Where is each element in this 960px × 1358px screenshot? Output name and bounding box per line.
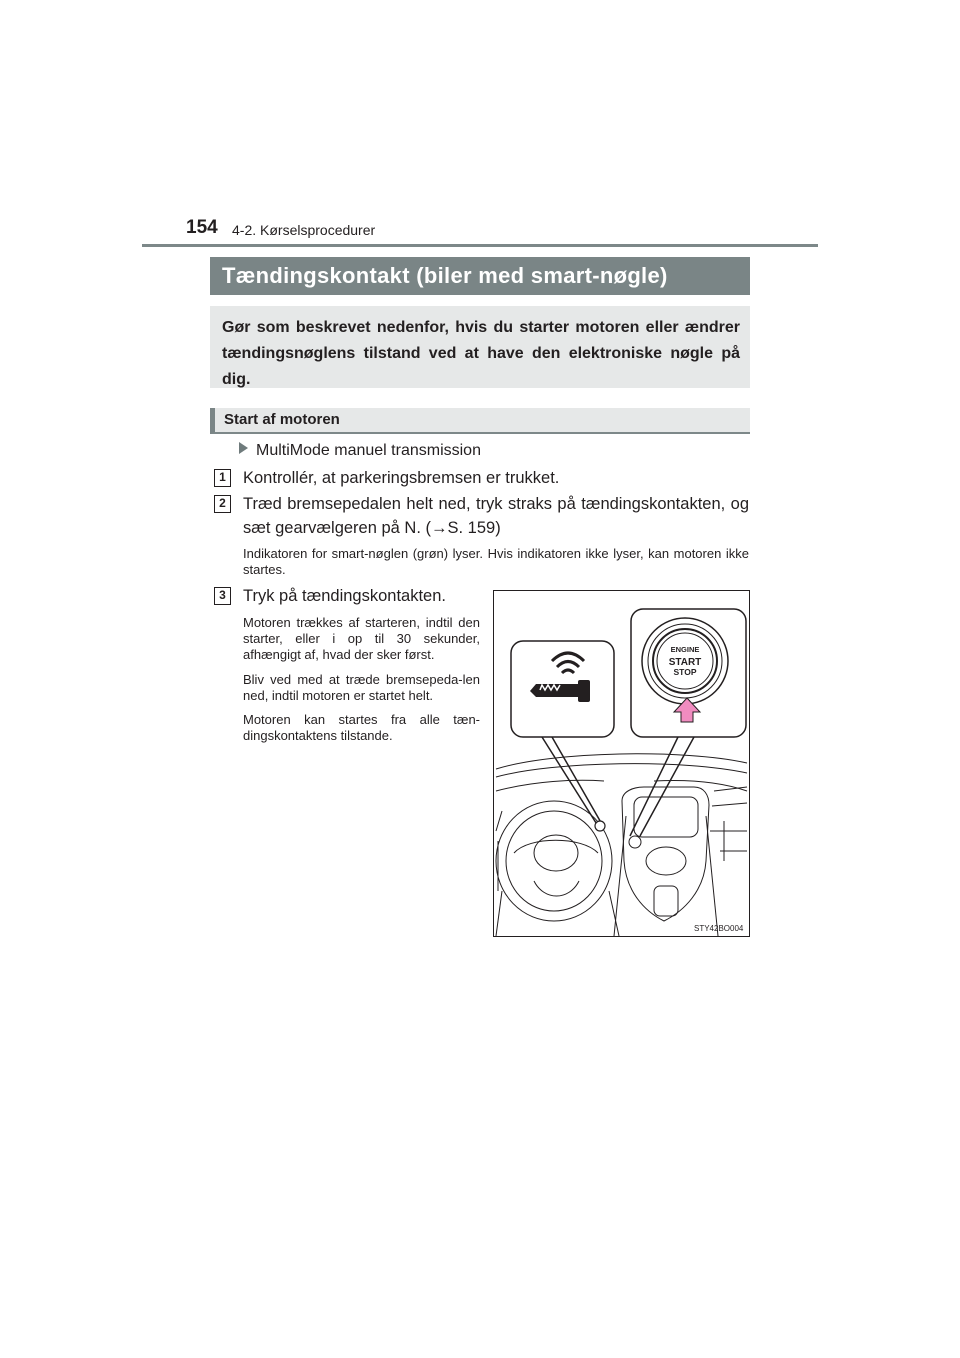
dashboard-figure (493, 590, 750, 937)
page-title: Tændingskontakt (biler med smart-nøgle) (210, 257, 750, 295)
dashboard-illustration (494, 591, 749, 936)
step-text-3: Tryk på tændingskontakten. (243, 587, 446, 605)
transmission-label (239, 442, 481, 460)
step-text-1: Kontrollér, at parkeringsbremsen er trukket. (243, 469, 560, 487)
step-note-3b: Bliv ved med at træde bremsepeda-len ned, indtil motoren er startet helt. (243, 672, 480, 703)
step-number-2: 2 (214, 495, 231, 513)
step-text-2: Træd bremsepedalen helt ned, tryk straks på tændingskontakten, og sæt gearvælgeren på N. (→S. 159) (243, 495, 749, 537)
transmission-text: MultiMode manuel transmission (256, 442, 481, 459)
button-line-stop: STOP (673, 667, 697, 677)
header-rule (142, 244, 818, 247)
step-number-3: 3 (214, 587, 231, 605)
subheading: Start af motoren (210, 408, 750, 434)
step-note-2: Indikatoren for smart-nøglen (grøn) lyser. Hvis indikatoren ikke lyser, kan motoren ikke startes. (243, 546, 749, 577)
triangle-bullet-icon (239, 442, 248, 454)
figure-code: STY42BO004 (694, 924, 744, 933)
intro-box: Gør som beskrevet nedenfor, hvis du starter motoren eller ændrer tændingsnøglens tilstand ved at have den elektroniske nøgle på dig. (210, 306, 750, 388)
button-line-engine: ENGINE (670, 645, 700, 654)
page-number: 154 (186, 217, 218, 238)
section-title: 4-2. Kørselsprocedurer (232, 222, 376, 238)
step-note-3c: Motoren kan startes fra alle tæn-dingskontaktens tilstande. (243, 712, 480, 743)
step-note-3a: Motoren trækkes af starteren, indtil den starter, eller i op til 30 sekunder, afhængigt af, hvad der sker først. (243, 615, 480, 662)
engine-start-stop-button (642, 618, 728, 704)
step-number-1: 1 (214, 469, 231, 487)
button-line-start: START (668, 657, 702, 668)
